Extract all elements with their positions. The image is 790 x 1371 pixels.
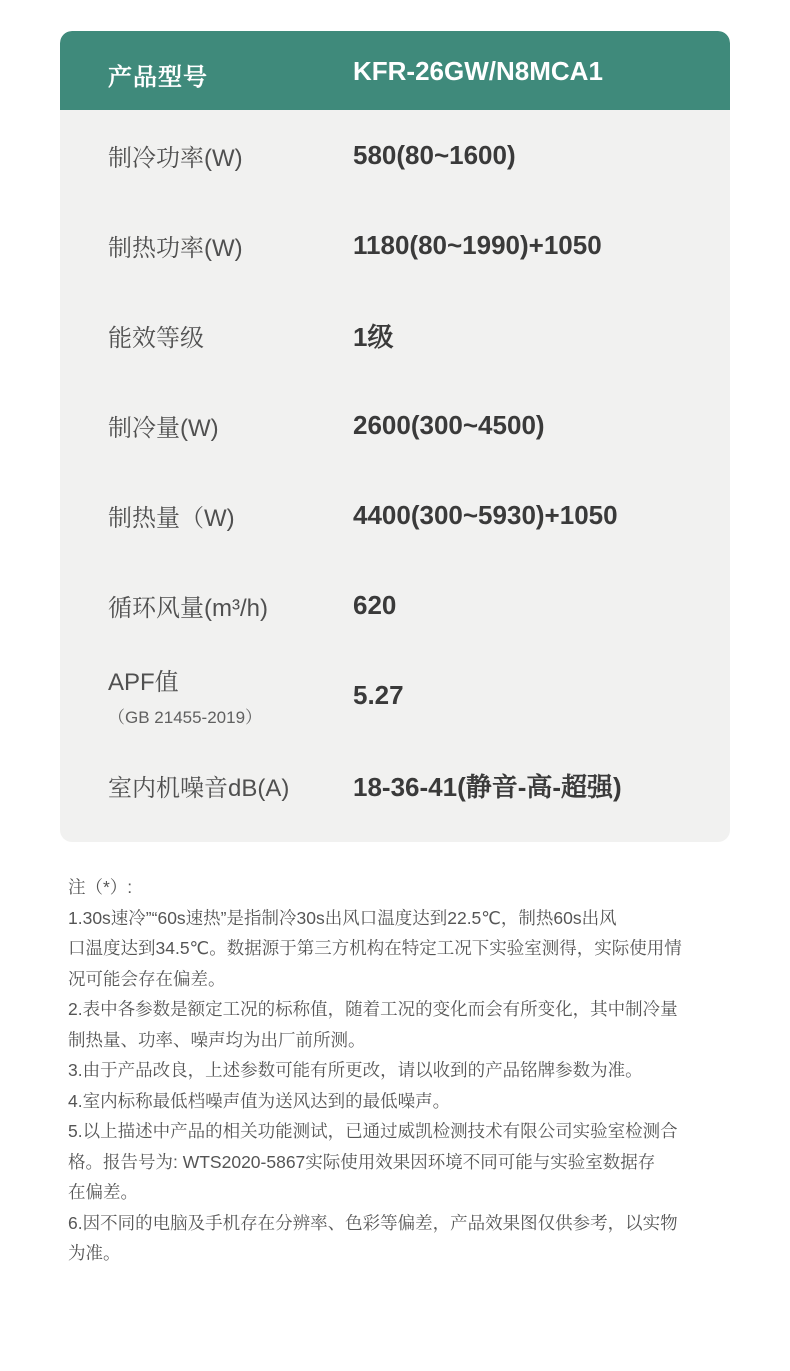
notes-section <box>68 872 732 1269</box>
spec-label: 能效等级 <box>108 324 204 352</box>
spec-row-noise <box>60 740 730 830</box>
spec-value: 1180(80~1990)+1050 <box>353 229 602 260</box>
note-line: 制热量、功率、噪声均为出厂前所测。 <box>68 1029 366 1050</box>
note-line: 1.30s速冷”“60s速热”是指制冷30s出风口温度达到22.5℃，制热60s出风 <box>68 907 617 928</box>
spec-table <box>60 31 730 842</box>
spec-value: 580(80~1600) <box>353 139 516 170</box>
spec-label: APF值 <box>108 669 179 696</box>
spec-header <box>60 31 730 110</box>
spec-row-airflow <box>60 560 730 650</box>
spec-row-apf <box>60 650 730 740</box>
spec-row-heating-power <box>60 200 730 290</box>
note-line: 为准。 <box>68 1243 121 1263</box>
spec-label: 制冷功率(W) <box>108 144 243 172</box>
model-value: KFR-26GW/N8MCA1 <box>353 56 603 86</box>
note-line: 5.以上描述中产品的相关功能测试，已通过威凯检测技术有限公司实验室检测合 <box>68 1121 678 1141</box>
spec-value: 18-36-41(静音-高-超强) <box>353 771 622 802</box>
note-line: 2.表中各参数是额定工况的标称值，随着工况的变化而会有所变化，其中制冷量 <box>68 999 678 1019</box>
spec-row-cooling-capacity <box>60 380 730 470</box>
spec-label: 制热量（W) <box>108 504 235 532</box>
spec-value: 5.27 <box>353 679 404 710</box>
spec-row-heating-capacity <box>60 470 730 560</box>
notes-title: 注（*）: <box>68 877 133 897</box>
spec-label: 循环风量(m³/h) <box>108 594 268 622</box>
spec-label: 制热功率(W) <box>108 234 243 262</box>
spec-value: 620 <box>353 589 397 620</box>
note-line: 格。报告号为: WTS2020-5867实际使用效果因环境不同可能与实验室数据存 <box>68 1151 656 1172</box>
spec-value: 2600(300~4500) <box>353 409 545 440</box>
spec-label: 室内机噪音dB(A) <box>108 774 290 802</box>
note-line: 6.因不同的电脑及手机存在分辨率、色彩等偏差，产品效果图仅供参考，以实物 <box>68 1212 678 1233</box>
spec-label: 制冷量(W) <box>108 414 219 442</box>
spec-sublabel: （GB 21455-2019） <box>108 708 263 727</box>
note-line: 3.由于产品改良，上述参数可能有所更改，请以收到的产品铭牌参数为准。 <box>68 1060 643 1080</box>
note-line: 况可能会存在偏差。 <box>68 968 226 989</box>
note-line: 4.室内标称最低档噪声值为送风达到的最低噪声。 <box>68 1090 451 1111</box>
spec-value: 1级 <box>353 321 394 352</box>
model-label: 产品型号 <box>108 64 208 91</box>
note-line: 在偏差。 <box>68 1182 138 1202</box>
spec-row-efficiency-grade <box>60 290 730 380</box>
note-line: 口温度达到34.5℃。数据源于第三方机构在特定工况下实验室测得，实际使用情 <box>68 938 682 958</box>
spec-row-cooling-power <box>60 110 730 200</box>
spec-value: 4400(300~5930)+1050 <box>353 499 618 530</box>
